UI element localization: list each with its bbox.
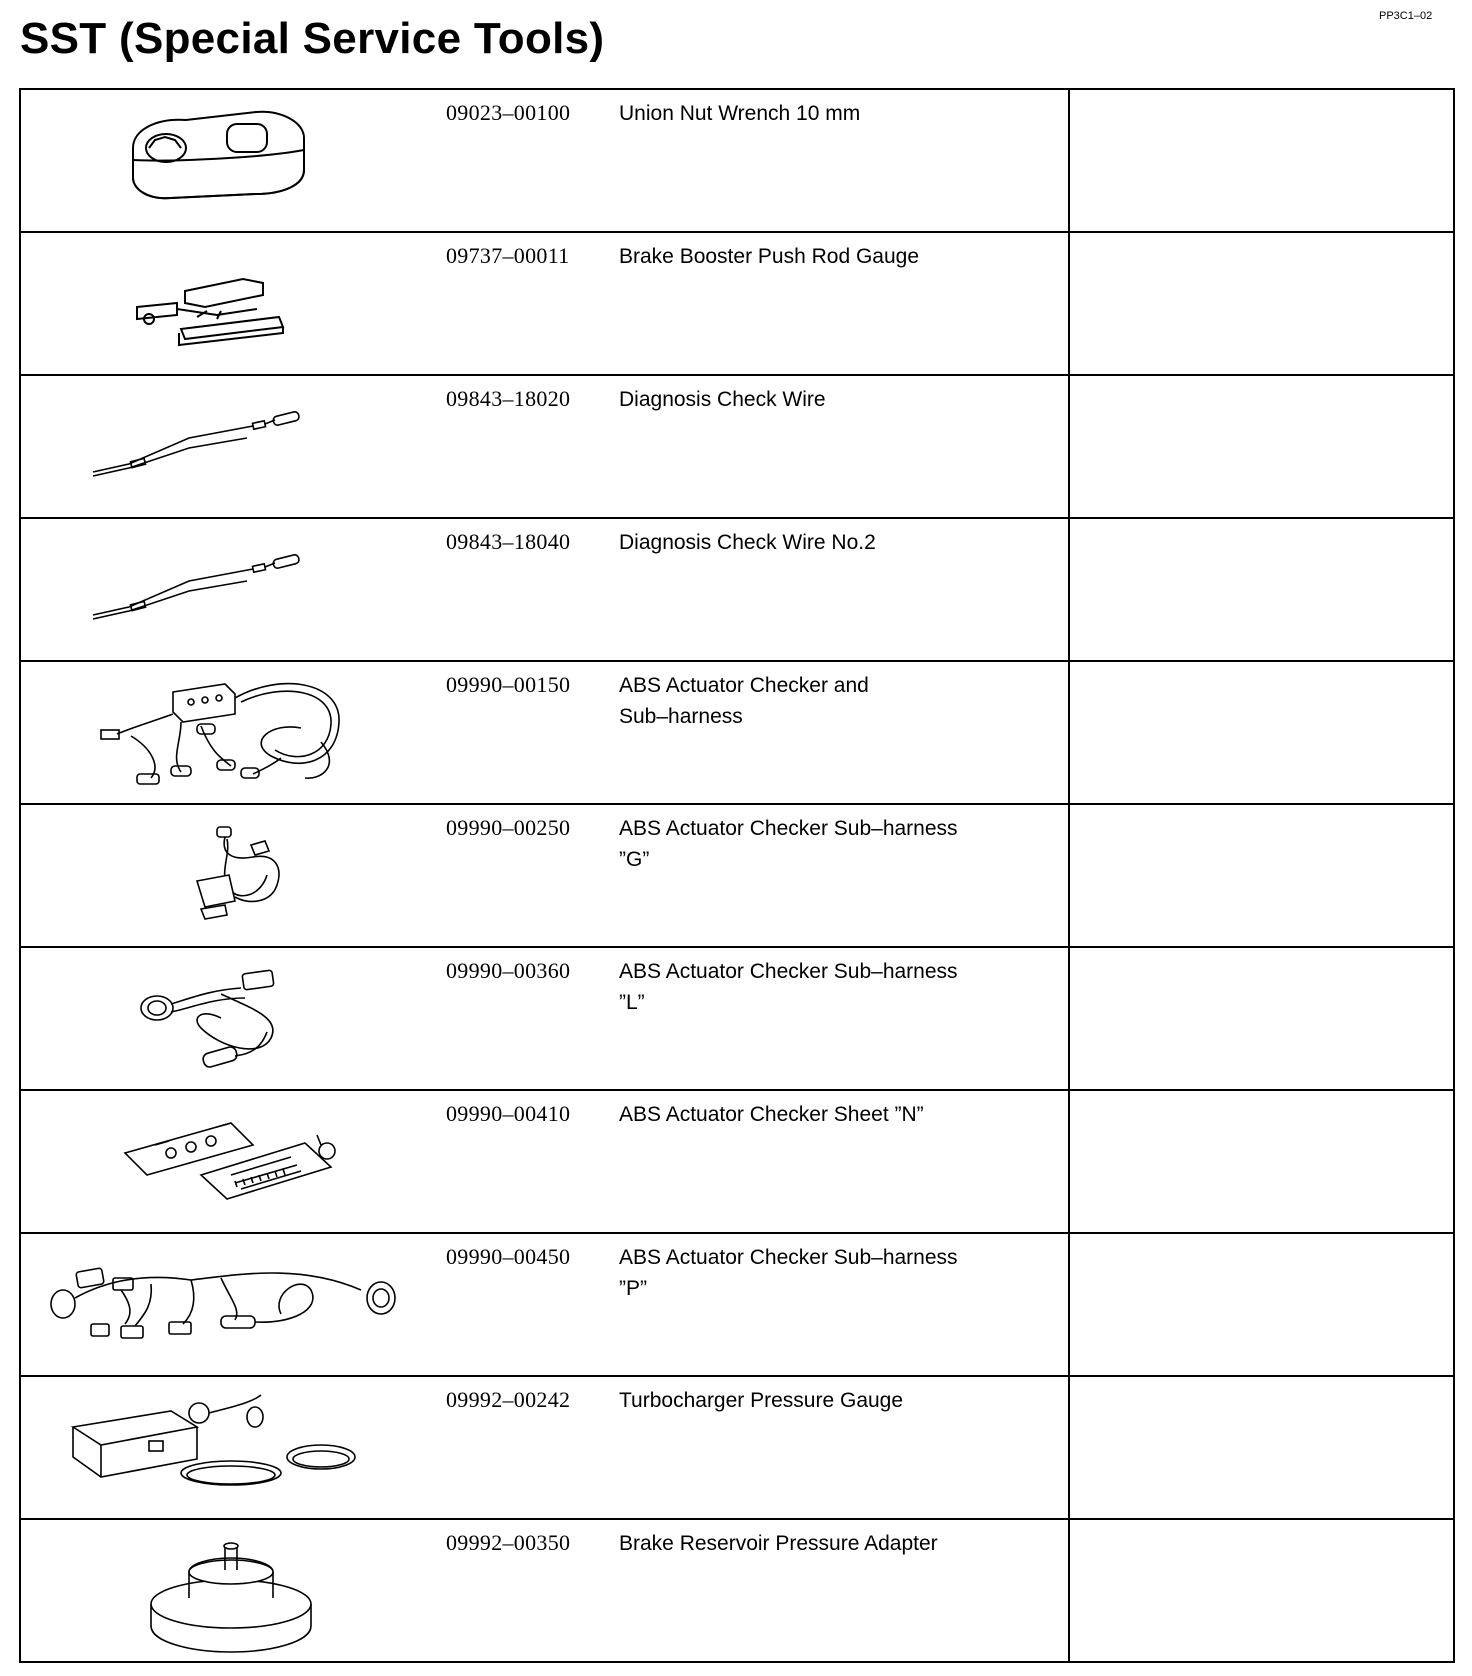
sst-table <box>19 88 1455 1663</box>
illustration-cell <box>21 805 431 946</box>
push-rod-gauge-illustration <box>21 233 431 374</box>
remark-cell <box>1070 805 1453 946</box>
illustration-cell <box>21 233 431 374</box>
illustration-cell <box>21 1520 431 1661</box>
tool-name-line: ABS Actuator Checker and <box>619 674 869 697</box>
illustration-cell <box>21 1091 431 1232</box>
part-number: 09990–00250 <box>446 815 571 840</box>
remark-cell <box>1070 519 1453 660</box>
illustration-cell <box>21 662 431 803</box>
page-title: SST (Special Service Tools) <box>20 14 605 63</box>
table-row <box>21 517 1453 660</box>
sub-harness-illustration <box>21 1234 431 1375</box>
tool-name-line: ”P” <box>619 1277 647 1300</box>
illustration-cell <box>21 519 431 660</box>
tool-name <box>619 956 1039 1018</box>
part-number: 09843–18020 <box>446 386 571 411</box>
illustration-cell <box>21 90 431 231</box>
tool-name-line: Brake Reservoir Pressure Adapter <box>619 1532 938 1555</box>
part-number: 09990–00150 <box>446 672 571 697</box>
tool-name-line: Turbocharger Pressure Gauge <box>619 1389 904 1412</box>
tool-name-line: ABS Actuator Checker Sheet ”N” <box>619 1103 924 1126</box>
tool-name <box>619 670 1039 732</box>
tool-name <box>619 384 1039 415</box>
remark-cell <box>1070 1091 1453 1232</box>
table-row <box>21 1375 1453 1518</box>
tool-name <box>619 1385 1039 1416</box>
tool-name-line: ”G” <box>619 848 650 871</box>
table-row <box>21 231 1453 374</box>
tool-name-line: Union Nut Wrench 10 mm <box>619 102 861 125</box>
part-number: 09023–00100 <box>446 100 571 125</box>
tool-name-line: Diagnosis Check Wire No.2 <box>619 531 876 554</box>
abs-checker-illustration <box>21 662 431 803</box>
tool-name <box>619 98 1039 129</box>
tool-name-line: Brake Booster Push Rod Gauge <box>619 245 920 268</box>
tool-name-line: ABS Actuator Checker Sub–harness <box>619 817 958 840</box>
table-row <box>21 1232 1453 1375</box>
union-nut-wrench-illustration <box>21 90 431 231</box>
table-row <box>21 1089 1453 1232</box>
table-row <box>21 1518 1453 1661</box>
tool-name-line: ABS Actuator Checker Sub–harness <box>619 960 958 983</box>
tool-name <box>619 241 1039 272</box>
part-number: 09992–00242 <box>446 1387 571 1412</box>
tool-name-line: Sub–harness <box>619 705 743 728</box>
check-wire-illustration <box>21 519 431 660</box>
table-row <box>21 946 1453 1089</box>
tool-name-line: ABS Actuator Checker Sub–harness <box>619 1246 958 1269</box>
remark-cell <box>1070 233 1453 374</box>
sub-harness-illustration <box>21 948 431 1089</box>
part-number: 09990–00410 <box>446 1101 571 1126</box>
part-number: 09737–00011 <box>446 243 570 268</box>
remark-cell <box>1070 90 1453 231</box>
illustration-cell <box>21 948 431 1089</box>
remark-cell <box>1070 1234 1453 1375</box>
tool-name <box>619 1242 1039 1304</box>
illustration-cell <box>21 1377 431 1518</box>
illustration-cell <box>21 1234 431 1375</box>
tool-name <box>619 1099 1039 1130</box>
remark-cell <box>1070 1377 1453 1518</box>
pressure-gauge-illustration <box>21 1377 431 1518</box>
part-number: 09990–00450 <box>446 1244 571 1269</box>
part-number: 09990–00360 <box>446 958 571 983</box>
remark-cell <box>1070 1520 1453 1661</box>
part-number: 09843–18040 <box>446 529 571 554</box>
illustration-cell <box>21 376 431 517</box>
pressure-adapter-illustration <box>21 1520 431 1661</box>
checker-sheet-illustration <box>21 1091 431 1232</box>
tool-name <box>619 1528 1039 1559</box>
tool-name <box>619 527 1039 558</box>
table-row <box>21 803 1453 946</box>
tool-name <box>619 813 1039 875</box>
remark-cell <box>1070 948 1453 1089</box>
remark-cell <box>1070 376 1453 517</box>
table-row <box>21 374 1453 517</box>
sub-harness-illustration <box>21 805 431 946</box>
document-code: PP3C1–02 <box>1379 10 1433 22</box>
check-wire-illustration <box>21 376 431 517</box>
table-row <box>21 660 1453 803</box>
table-row <box>21 90 1453 231</box>
part-number: 09992–00350 <box>446 1530 571 1555</box>
tool-name-line: Diagnosis Check Wire <box>619 388 826 411</box>
remark-cell <box>1070 662 1453 803</box>
tool-name-line: ”L” <box>619 991 645 1014</box>
